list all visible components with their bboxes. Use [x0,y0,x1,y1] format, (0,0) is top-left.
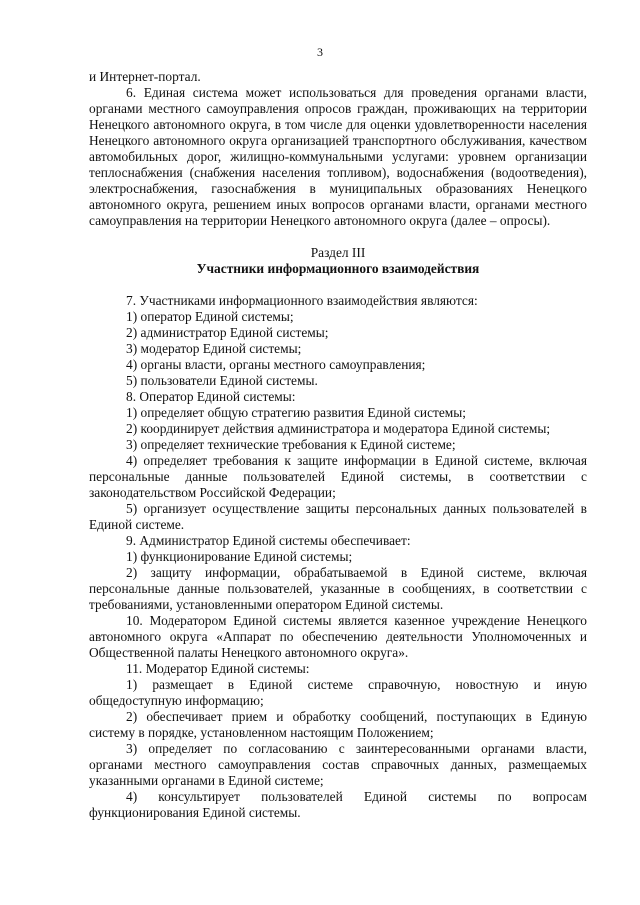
document-body [89,69,587,821]
list-item: 3) определяет по согласованию с заинтересованными органами власти, органами местного самоуправления состав справочных данных, размещаемых указанными органами в Единой системе; [89,741,587,788]
list-item: 2) координирует действия администратора и модератора Единой системы; [126,421,551,436]
paragraph: и Интернет-портал. [89,69,201,84]
list-item: 2) обеспечивает прием и обработку сообщений, поступающих в Единую систему в порядке, установленном настоящим Положением; [89,709,587,740]
list-item: 1) функционирование Единой системы; [126,549,353,564]
paragraph: 10. Модератором Единой системы является казенное учреждение Ненецкого автономного округа «Аппарат по обеспечению деятельности Уполномоченных и Общественной палаты Ненецкого автономного округа». [89,613,587,660]
list-item: 1) размещает в Единой системе справочную, новостную и иную общедоступную информацию; [89,677,587,708]
list-item: 4) органы власти, органы местного самоуправления; [126,357,426,372]
spacer [89,277,587,293]
list-item: 3) модератор Единой системы; [126,341,302,356]
spacer [89,229,587,245]
list-item: 5) пользователи Единой системы. [126,373,318,388]
list-item: 2) администратор Единой системы; [126,325,329,340]
section-title: Участники информационного взаимодействия [196,261,480,276]
list-item: 2) защиту информации, обрабатываемой в Единой системе, включая персональные данные пользователей, указанные в сообщениях, в соответствии с требованиями, установленными оператором Единой системы. [89,565,587,612]
list-item: 1) определяет общую стратегию развития Единой системы; [126,405,467,420]
list-item: 4) определяет требования к защите информации в Единой системе, включая персональные данные пользователей Единой системы, в соответствии с законодательством Российской Федерации; [89,453,587,500]
paragraph: 6. Единая система может использоваться для проведения органами власти, органами местного самоуправления опросов граждан, проживающих на территории Ненецкого автономного округа, в том числе для оценки удовлетворенности населения Ненецкого автономного округа организацией транспортного обслуживания, качеством автомобильных дорог, жилищно-коммунальными услугами: уровнем организации теплоснабжения (снабжения населения топливом), водоснабжения (водоотведения), электроснабжения, газоснабжения в муниципальных образованиях Ненецкого автономного округа, решением иных вопросов органами власти, органами местного самоуправления на территории Ненецкого автономного округа (далее – опросы). [89,85,587,228]
page-number: 3 [317,45,323,59]
list-item: 5) организует осуществление защиты персональных данных пользователей в Единой системе. [89,501,587,532]
list-item: 3) определяет технические требования к Единой системе; [126,437,456,452]
paragraph: 8. Оператор Единой системы: [126,389,296,404]
list-item: 4) консультирует пользователей Единой системы по вопросам функционирования Единой системы. [89,789,587,820]
list-item: 1) оператор Единой системы; [126,309,294,324]
paragraph: 7. Участниками информационного взаимодействия являются: [126,293,478,308]
paragraph: 11. Модератор Единой системы: [126,661,310,676]
paragraph: 9. Администратор Единой системы обеспечивает: [126,533,411,548]
section-label: Раздел III [310,245,366,260]
